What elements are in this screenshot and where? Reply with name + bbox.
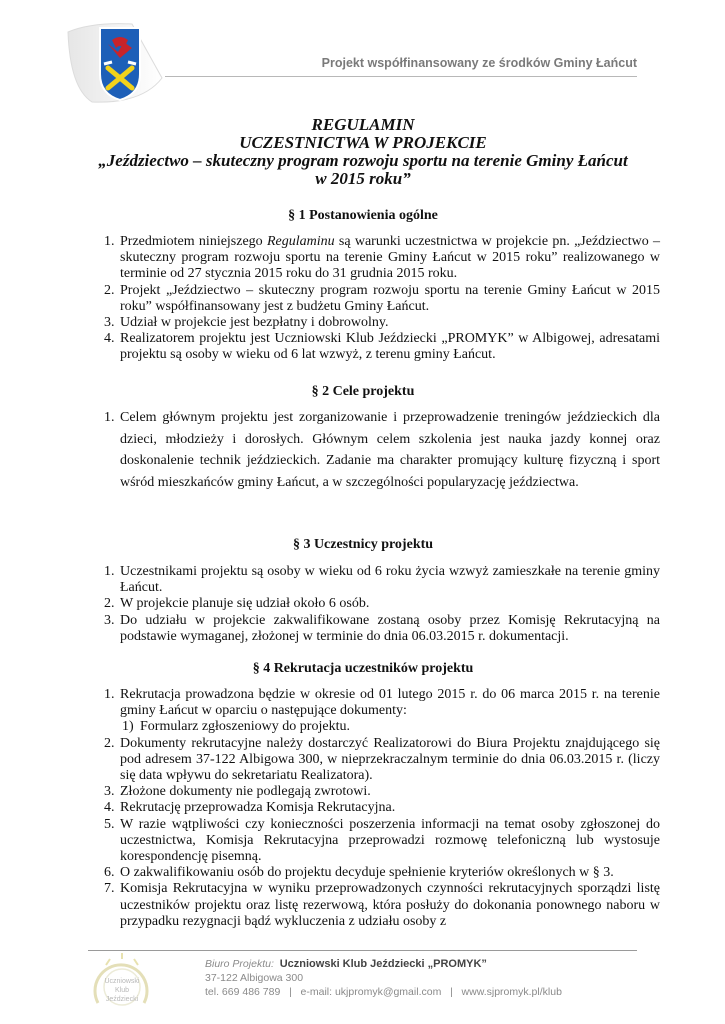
list-item: 1. Celem głównym projektu jest zorganizowanie i przeprowadzenie treningów jeździeckich dla dzieci, młodzieży i dorosłych. Głównym celem szkolenia jest nauka jazdy konnej oraz doskonalenie technik jeździeckich. Zadanie ma charakter promujący kulturę fizyczną i sport wśród mieszkańców gminy Łańcut, a w szczególności popularyzację jeździectwa. — [118, 407, 660, 493]
footer-contact — [205, 957, 562, 999]
list-item: 3. Udział w projekcie jest bezpłatny i dobrowolny. — [118, 315, 660, 331]
title-line-1: REGULAMIN — [311, 115, 415, 134]
header-divider — [165, 76, 637, 77]
section-4-heading: § 4 Rekrutacja uczestników projektu — [252, 661, 474, 676]
list-item: 6. O zakwalifikowaniu osób do projektu decyduje spełnienie kryteriów określonych w § 3. — [118, 865, 660, 881]
title-line-3: „Jeździectwo – skuteczny program rozwoju sportu na terenie Gminy Łańcut — [98, 151, 628, 170]
office-address: 37-122 Albigowa 300 — [205, 972, 304, 984]
office-label: Biuro Projektu: — [205, 958, 274, 970]
sub-list-item: 1) Formularz zgłoszeniowy do projektu. — [122, 719, 350, 735]
svg-text:Klub: Klub — [114, 987, 130, 994]
contact-line: tel. 669 486 789 | e-mail: ukjpromyk@gmail.com | www.sjpromyk.pl/klub — [205, 986, 562, 998]
list-item: 3. Do udziału w projekcie zakwalifikowane zostaną osoby przez Komisję Rekrutacyjną na podstawie wymaganej, złożonej w terminie do dnia 06.03.2015 r. dokumentacji. — [118, 613, 660, 645]
section-2-list — [96, 407, 660, 493]
list-item: 1. Przedmiotem niniejszego Regulaminu są warunki uczestnictwa w projekcie pn. „Jeździectwo – skuteczny program rozwoju sportu na terenie Gminy Łańcut w 2015 roku” realizowanego w terminie od 27 stycznia 2015 roku do 31 grudnia 2015 roku. — [118, 234, 660, 283]
page-header — [0, 0, 725, 110]
gmina-lancut-coat-of-arms-icon — [62, 18, 166, 108]
section-3-heading: § 3 Uczestnicy projektu — [292, 537, 434, 552]
list-item: 2. Dokumenty rekrutacyjne należy dostarczyć Realizatorowi do Biura Projektu znajdującego się pod adresem 37-122 Albigowa 300, w nieprzekraczalnym terminie do dnia 06.03.2015 r. (liczy się data wpływu do sekretariatu Realizatora). — [118, 736, 660, 785]
footer-divider — [88, 950, 637, 951]
section-1-heading: § 1 Postanowienia ogólne — [288, 208, 438, 223]
section-2-heading: § 2 Cele projektu — [311, 384, 415, 399]
svg-text:Jeździecki: Jeździecki — [105, 996, 139, 1003]
svg-text:Uczniowski: Uczniowski — [104, 978, 140, 985]
list-item: 5. W razie wątpliwości czy konieczności poszerzenia informacji na temat osoby zgłoszonej do uczestnictwa, Komisja Rekrutacyjna przeprowadzi rozmowę telefoniczną lub wystosuje korespondencję pisemną. — [118, 817, 660, 866]
list-item: 2. Projekt „Jeździectwo – skuteczny program rozwoju sportu na terenie Gminy Łańcut w 2015 roku” współfinansowany jest z budżetu Gminy Łańcut. — [118, 283, 660, 315]
club-promyk-logo-icon — [88, 953, 156, 1017]
club-name: Uczniowski Klub Jeździecki „PROMYK” — [279, 958, 487, 970]
list-item: 4. Realizatorem projektu jest Uczniowski Klub Jeździecki „PROMYK” w Albigowej, adresatami projektu są osoby w wieku od 6 lat wzwyż, z terenu gminy Łańcut. — [118, 331, 660, 363]
sub-list — [120, 719, 660, 735]
list-item: 1. Rekrutacja prowadzona będzie w okresie od 01 lutego 2015 r. do 06 marca 2015 r. na terenie gminy Łańcut w oparciu o następujące dokumenty: 1) Formularz zgłoszeniowy do projektu. — [118, 687, 660, 736]
section-4-list — [96, 687, 660, 930]
list-item: 3. Złożone dokumenty nie podlegają zwrotowi. — [118, 784, 660, 800]
section-1-list — [96, 234, 660, 364]
document-title — [88, 116, 638, 188]
section-3-list — [96, 564, 660, 645]
list-item: 7. Komisja Rekrutacyjna w wyniku przeprowadzonych czynności rekrutacyjnych sporządzi listę uczestników projektu oraz listę rezerwową, która posłuży do dokonania ponownego naboru w przypadku rezygnacji bądź wykluczenia z udziału osoby z — [118, 881, 660, 930]
list-item: 4. Rekrutację przeprowadza Komisja Rekrutacyjna. — [118, 800, 660, 816]
title-line-4: w 2015 roku” — [315, 169, 411, 188]
list-item: 2. W projekcie planuje się udział około 6 osób. — [118, 596, 660, 612]
title-line-2: UCZESTNICTWA W PROJEKCIE — [239, 133, 487, 152]
cofinancing-note: Projekt współfinansowany ze środków Gminy Łańcut — [321, 56, 637, 70]
list-item: 1. Uczestnikami projektu są osoby w wieku od 6 roku życia wzwyż zamieszkałe na terenie gminy Łańcut. — [118, 564, 660, 596]
